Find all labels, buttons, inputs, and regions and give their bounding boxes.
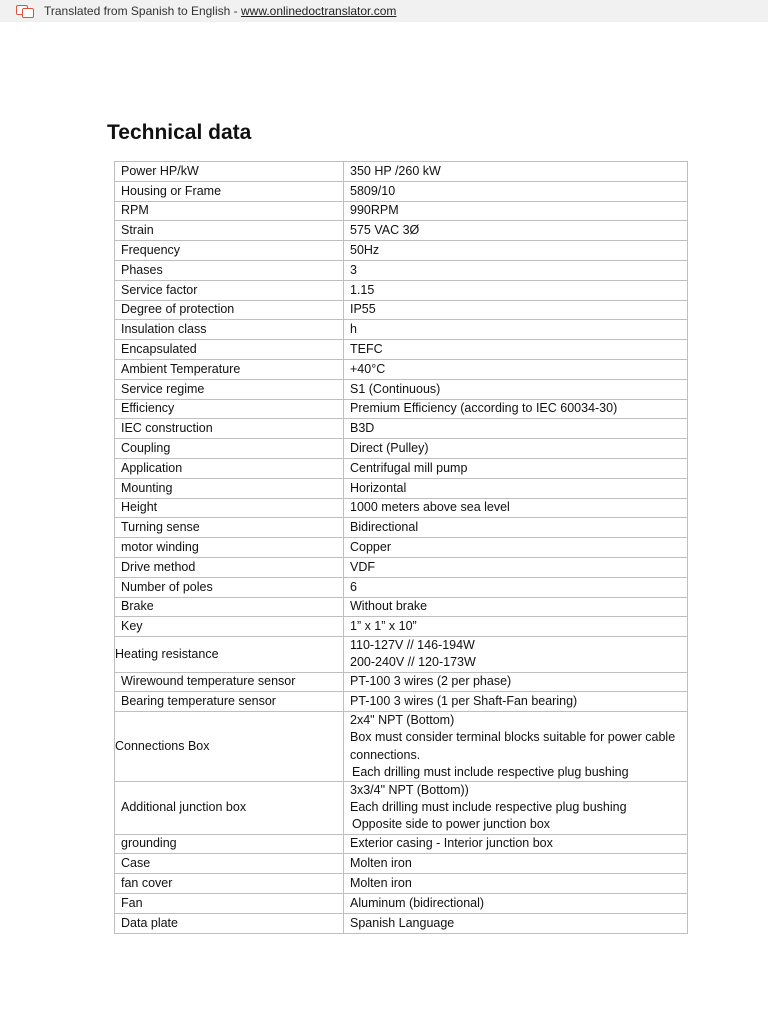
spec-key: Connections Box bbox=[115, 712, 344, 782]
spec-value bbox=[344, 692, 688, 712]
spec-key: IEC construction bbox=[115, 419, 344, 439]
spec-value-line: Centrifugal mill pump bbox=[350, 460, 468, 475]
spec-value-line: 110-127V // 146-194W bbox=[350, 638, 475, 653]
spec-value-line: 1” x 1” x 10” bbox=[350, 619, 417, 634]
spec-value-line: VDF bbox=[350, 559, 375, 574]
spec-key: Number of poles bbox=[115, 577, 344, 597]
spec-value-line: Each drilling must include respective plug bushing bbox=[350, 800, 627, 815]
spec-value-line: +40°C bbox=[350, 361, 386, 376]
spec-value-line: Molten iron bbox=[350, 875, 412, 890]
spec-value bbox=[344, 538, 688, 558]
spec-value-line: Exterior casing - Interior junction box bbox=[350, 836, 553, 851]
spec-key: Degree of protection bbox=[115, 300, 344, 320]
spec-value-line: Direct (Pulley) bbox=[350, 440, 429, 455]
spec-value bbox=[344, 874, 688, 894]
spec-key: Fan bbox=[115, 893, 344, 913]
spec-value-line: Each drilling must include respective plug bushing bbox=[352, 764, 629, 779]
spec-key: Frequency bbox=[115, 241, 344, 261]
spec-key: Key bbox=[115, 617, 344, 637]
table-row bbox=[115, 637, 688, 672]
table-row bbox=[115, 162, 688, 182]
spec-value-line: Aluminum (bidirectional) bbox=[350, 895, 485, 910]
table-row bbox=[115, 280, 688, 300]
spec-key: Mounting bbox=[115, 478, 344, 498]
table-row bbox=[115, 692, 688, 712]
spec-value bbox=[344, 834, 688, 854]
spec-value bbox=[344, 478, 688, 498]
spec-value bbox=[344, 359, 688, 379]
spec-value bbox=[344, 498, 688, 518]
table-row bbox=[115, 538, 688, 558]
spec-value-line: Copper bbox=[350, 539, 391, 554]
spec-key: Data plate bbox=[115, 913, 344, 933]
table-row bbox=[115, 712, 688, 782]
spec-key: Strain bbox=[115, 221, 344, 241]
spec-key: Application bbox=[115, 458, 344, 478]
table-row bbox=[115, 498, 688, 518]
spec-value-line: 5809/10 bbox=[350, 183, 396, 198]
spec-key: Additional junction box bbox=[115, 781, 344, 834]
spec-key: Encapsulated bbox=[115, 340, 344, 360]
table-row bbox=[115, 379, 688, 399]
spec-value-line: 350 HP /260 kW bbox=[350, 163, 441, 178]
spec-value-line: 200-240V // 120-173W bbox=[350, 655, 476, 670]
spec-value bbox=[344, 577, 688, 597]
spec-value bbox=[344, 557, 688, 577]
table-row bbox=[115, 913, 688, 933]
table-row bbox=[115, 260, 688, 280]
spec-value bbox=[344, 241, 688, 261]
spec-value bbox=[344, 399, 688, 419]
table-row bbox=[115, 893, 688, 913]
spec-key: Height bbox=[115, 498, 344, 518]
spec-value-line: PT-100 3 wires (1 per Shaft-Fan bearing) bbox=[350, 694, 578, 709]
spec-value-line: Spanish Language bbox=[350, 915, 455, 930]
table-row bbox=[115, 577, 688, 597]
spec-key: Wirewound temperature sensor bbox=[115, 672, 344, 692]
table-row bbox=[115, 300, 688, 320]
spec-key: Service regime bbox=[115, 379, 344, 399]
page-title: Technical data bbox=[107, 121, 252, 144]
table-row bbox=[115, 181, 688, 201]
spec-key: Phases bbox=[115, 260, 344, 280]
spec-value-line: Without brake bbox=[350, 599, 428, 614]
table-row bbox=[115, 320, 688, 340]
spec-value-line: Molten iron bbox=[350, 856, 412, 871]
spec-value bbox=[344, 181, 688, 201]
spec-value-line: Premium Efficiency (according to IEC 60034-30) bbox=[350, 401, 618, 416]
table-row bbox=[115, 597, 688, 617]
spec-value-line: 50Hz bbox=[350, 242, 380, 257]
table-row bbox=[115, 557, 688, 577]
spec-value-line: 3x3/4" NPT (Bottom)) bbox=[350, 782, 469, 797]
table-row bbox=[115, 672, 688, 692]
banner-text: Translated from Spanish to English - www.onlinedoctranslator.com bbox=[44, 4, 397, 18]
spec-value-line: Opposite side to power junction box bbox=[352, 817, 551, 832]
table-row bbox=[115, 874, 688, 894]
table-row bbox=[115, 241, 688, 261]
translation-banner bbox=[0, 0, 768, 22]
spec-value-line: 1000 meters above sea level bbox=[350, 500, 510, 515]
spec-value-line: IP55 bbox=[350, 302, 376, 317]
spec-key: Ambient Temperature bbox=[115, 359, 344, 379]
spec-value bbox=[344, 518, 688, 538]
table-row bbox=[115, 478, 688, 498]
spec-value bbox=[344, 597, 688, 617]
table-row bbox=[115, 340, 688, 360]
spec-key: Efficiency bbox=[115, 399, 344, 419]
spec-value bbox=[344, 300, 688, 320]
spec-value-line: PT-100 3 wires (2 per phase) bbox=[350, 674, 512, 689]
spec-value bbox=[344, 637, 688, 672]
spec-value bbox=[344, 201, 688, 221]
spec-value bbox=[344, 617, 688, 637]
spec-value bbox=[344, 340, 688, 360]
spec-value-line: 990RPM bbox=[350, 203, 399, 218]
table-row bbox=[115, 617, 688, 637]
spec-value-line: S1 (Continuous) bbox=[350, 381, 441, 396]
translate-icon bbox=[16, 4, 34, 18]
spec-value bbox=[344, 458, 688, 478]
spec-key: Coupling bbox=[115, 439, 344, 459]
spec-value bbox=[344, 162, 688, 182]
spec-value-line: 2x4" NPT (Bottom) bbox=[350, 713, 455, 728]
spec-value bbox=[344, 419, 688, 439]
spec-value bbox=[344, 260, 688, 280]
spec-key: Heating resistance bbox=[115, 637, 344, 672]
table-row bbox=[115, 221, 688, 241]
spec-key: Turning sense bbox=[115, 518, 344, 538]
spec-table bbox=[114, 161, 688, 934]
spec-value-line: B3D bbox=[350, 421, 375, 436]
spec-key: Bearing temperature sensor bbox=[115, 692, 344, 712]
spec-value-line: Box must consider terminal blocks suitable for power cable connections. bbox=[350, 730, 676, 762]
spec-key: grounding bbox=[115, 834, 344, 854]
translator-link[interactable]: www.onlinedoctranslator.com bbox=[240, 4, 397, 18]
spec-value bbox=[344, 854, 688, 874]
spec-value-line: 3 bbox=[350, 262, 357, 277]
spec-value-line: Bidirectional bbox=[350, 520, 419, 535]
spec-value bbox=[344, 893, 688, 913]
spec-value bbox=[344, 320, 688, 340]
spec-value bbox=[344, 280, 688, 300]
spec-key: Housing or Frame bbox=[115, 181, 344, 201]
table-row bbox=[115, 399, 688, 419]
spec-value bbox=[344, 221, 688, 241]
table-row bbox=[115, 854, 688, 874]
spec-value bbox=[344, 913, 688, 933]
spec-value-line: 6 bbox=[350, 579, 357, 594]
table-row bbox=[115, 518, 688, 538]
spec-value bbox=[344, 379, 688, 399]
table-row bbox=[115, 458, 688, 478]
spec-value bbox=[344, 712, 688, 782]
table-row bbox=[115, 439, 688, 459]
spec-key: Power HP/kW bbox=[115, 162, 344, 182]
spec-value-line: 1.15 bbox=[350, 282, 375, 297]
spec-key: Insulation class bbox=[115, 320, 344, 340]
spec-value-line: 575 VAC 3Ø bbox=[350, 223, 420, 238]
spec-key: motor winding bbox=[115, 538, 344, 558]
table-row bbox=[115, 781, 688, 834]
spec-key: RPM bbox=[115, 201, 344, 221]
spec-key: Case bbox=[115, 854, 344, 874]
table-row bbox=[115, 834, 688, 854]
spec-key: Service factor bbox=[115, 280, 344, 300]
table-row bbox=[115, 359, 688, 379]
spec-value-line: h bbox=[350, 322, 357, 337]
spec-value-line: Horizontal bbox=[350, 480, 407, 495]
spec-value-line: TEFC bbox=[350, 341, 383, 356]
spec-key: fan cover bbox=[115, 874, 344, 894]
spec-value bbox=[344, 672, 688, 692]
spec-value bbox=[344, 781, 688, 834]
table-row bbox=[115, 419, 688, 439]
spec-value bbox=[344, 439, 688, 459]
table-row bbox=[115, 201, 688, 221]
spec-key: Brake bbox=[115, 597, 344, 617]
spec-key: Drive method bbox=[115, 557, 344, 577]
